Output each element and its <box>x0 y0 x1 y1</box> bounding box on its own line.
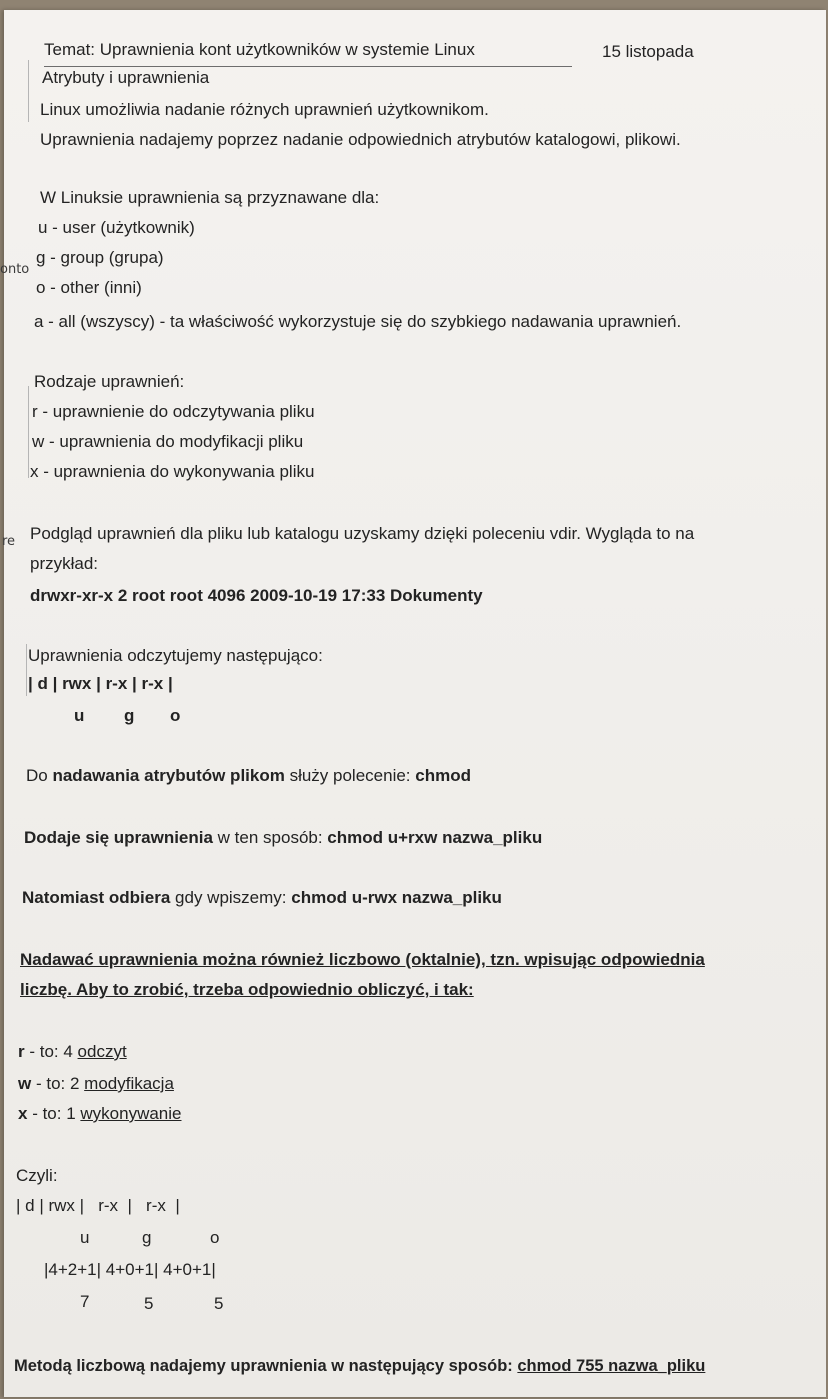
octal-result: 5 <box>144 1294 154 1313</box>
section-heading: Rodzaje uprawnień: <box>34 372 185 391</box>
permission-pattern: | d | rwx | r-x | r-x | <box>28 674 173 693</box>
document-page <box>0 10 826 1397</box>
octal-result: 5 <box>214 1294 224 1313</box>
intro-line: Uprawnienia nadajemy poprzez nadanie odpowiednich atrybutów katalogowi, plikowi. <box>40 130 681 149</box>
date: 15 listopada <box>602 42 694 61</box>
list-item: a - all (wszyscy) - ta właściwość wykorzystuje się do szybkiego nadawania uprawnień. <box>34 312 682 331</box>
margin-fragment: re <box>2 534 16 549</box>
list-item: o - other (inni) <box>36 278 142 297</box>
group-label: u <box>74 706 85 725</box>
final-paragraph: Metodą liczbową nadajemy uprawnienia w następujący sposób: chmod 755 nazwa_pliku <box>14 1357 706 1375</box>
octal-paragraph-line: liczbę. Aby to zrobić, trzeba odpowiednio obliczyć, i tak: <box>20 980 474 999</box>
octal-item-execute: x - to: 1 wykonywanie <box>18 1104 182 1123</box>
section-heading: W Linuksie uprawnienia są przyznawane dla: <box>40 188 380 207</box>
group-label: o <box>170 706 181 725</box>
octal-paragraph-line: Nadawać uprawnienia można również liczbowo (oktalnie), tzn. wpisując odpowiednia <box>20 950 705 969</box>
section-heading: Czyli: <box>16 1166 58 1185</box>
subtitle: Atrybuty i uprawnienia <box>42 68 210 87</box>
add-permissions-paragraph: Dodaje się uprawnienia w ten sposób: chmod u+rxw nazwa_pliku <box>24 828 543 847</box>
group-label: o <box>210 1228 220 1247</box>
paragraph-line: przykład: <box>30 554 99 573</box>
group-label: g <box>142 1228 152 1247</box>
octal-item-read: r - to: 4 odczyt <box>18 1042 127 1061</box>
group-label: u <box>80 1228 90 1247</box>
permission-pattern: | d | rwx | r-x | r-x | <box>16 1196 180 1215</box>
margin-fragment: onto <box>0 262 30 277</box>
margin-rule <box>28 60 29 122</box>
group-label: g <box>124 706 135 725</box>
octal-sums: |4+2+1| 4+0+1| 4+0+1| <box>44 1260 216 1279</box>
list-item: w - uprawnienia do modyfikacji pliku <box>32 432 304 451</box>
list-item: g - group (grupa) <box>36 248 164 267</box>
page-title: Temat: Uprawnienia kont użytkowników w systemie Linux <box>44 40 475 59</box>
margin-rule <box>28 386 29 478</box>
intro-line: Linux umożliwia nadanie różnych uprawnień użytkownikom. <box>40 100 489 119</box>
octal-result: 7 <box>80 1292 90 1311</box>
title-underline <box>44 66 572 67</box>
remove-permissions-paragraph: Natomiast odbiera gdy wpiszemy: chmod u-rwx nazwa_pliku <box>22 888 502 907</box>
paragraph-line: Podgląd uprawnień dla pliku lub katalogu uzyskamy dzięki poleceniu vdir. Wygląda to na <box>30 524 695 543</box>
list-item: r - uprawnienie do odczytywania pliku <box>32 402 315 421</box>
list-item: u - user (użytkownik) <box>38 218 195 237</box>
list-item: x - uprawnienia do wykonywania pliku <box>30 462 315 481</box>
section-heading: Uprawnienia odczytujemy następująco: <box>28 646 323 665</box>
example-listing: drwxr-xr-x 2 root root 4096 2009-10-19 17:33 Dokumenty <box>30 586 483 605</box>
chmod-paragraph: Do nadawania atrybutów plikom służy polecenie: chmod <box>26 766 471 785</box>
octal-item-write: w - to: 2 modyfikacja <box>18 1074 174 1093</box>
margin-rule <box>26 644 27 696</box>
